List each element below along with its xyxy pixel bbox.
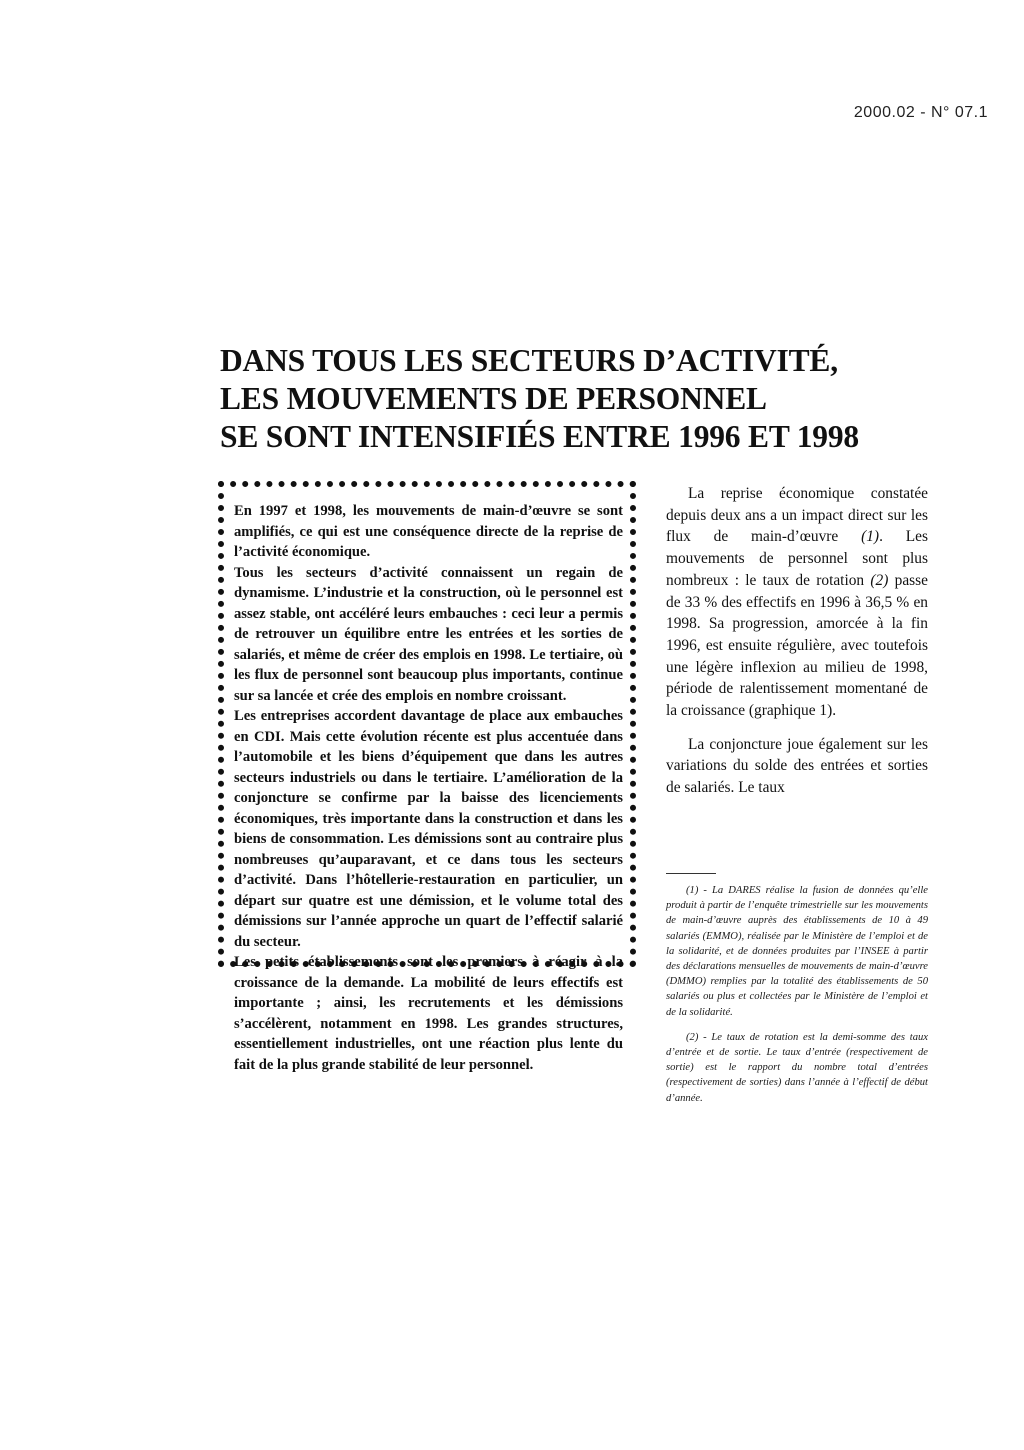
- footnote-2: (2) - Le taux de rotation est la demi-somme des taux d’entrée et de sortie. Le taux d’entrée (respectivement de sortie) est le rapport du nombre total d’entrées (respectivement de sorties) dans l’année à l’effectif de début d’année.: [666, 1031, 928, 1104]
- body-text-1b: . Les mouvements de personnel sont plus nombreux : le taux de rotation: [666, 528, 928, 589]
- body-column: [666, 483, 928, 811]
- footnotes: [666, 883, 928, 1116]
- footnote-divider: [666, 873, 716, 874]
- body-paragraph-2: La conjoncture joue également sur les variations du solde des entrées et sorties de salariés. Le taux: [666, 735, 928, 797]
- title-line-3: SE SONT INTENSIFIÉS ENTRE 1996 ET 1998: [220, 419, 859, 454]
- summary-box: [218, 481, 636, 1073]
- summary-paragraph-3: Les entreprises accordent davantage de place aux embauches en CDI. Mais cette évolution récente est plus accentuée dans l’automobile et les biens d’équipement que dans les autres secteurs industriels ou dans le tertiaire. L’amélioration de la conjoncture se confirme par la baisse des licenciements économiques, très importante dans la construction et dans les biens de consommation. Les démissions sont au contraire plus nombreuses qu’auparavant, et ce dans tous les secteurs d’activité. Dans l’hôtellerie-restauration en particulier, un départ sur quatre est une démission, et le volume total des démissions sur l’année approche un quart de l’effectif salarié du secteur.: [234, 708, 623, 950]
- footnote-ref-2: (2): [870, 571, 889, 589]
- document-reference: 2000.02 - N° 07.1: [853, 104, 988, 121]
- body-text-1c: passe de 33 % des effectifs en 1996 à 36,5 % en 1998. Sa progression, amorcée à la fin 1996, est ensuite régulière, avec toutefois une légère inflexion au milieu de 1998, période de ralentissement momentané de la croissance (graphique 1).: [666, 571, 928, 720]
- footnote-1: (1) - La DARES réalise la fusion de données qu’elle produit à partir de l’enquête trimestrielle sur les mouvements de main-d’œuvre auprès des établissements de 10 à 49 salariés (EMMO), réalisée par le Ministère de l’emploi et de la solidarité, et de données produites par l’INSEE à partir des déclarations mensuelles de mouvements de main-d’œuvre (DMMO) remplies par la totalité des établissements de 50 salariés ou plus et collectées par le Ministère de l’emploi et de la solidarité.: [666, 885, 928, 1018]
- summary-paragraph-4: Les petits établissements sont les premiers à réagir à la croissance de la demande. La mobilité de leurs effectifs est importante ; ainsi, les recrutements et les démissions s’accélèrent, notamment en 1998. Les grandes structures, essentiellement industrielles, ont une réaction plus lente du fait de la plus grande stabilité de leur personnel.: [234, 954, 623, 1073]
- body-text-1a: La reprise économique constatée depuis deux ans a un impact direct sur les flux de main-d’œuvre: [666, 485, 928, 546]
- body-paragraph-1: [666, 483, 928, 722]
- page-title: [220, 342, 940, 456]
- title-line-2: LES MOUVEMENTS DE PERSONNEL: [220, 381, 767, 416]
- footnote-ref-1: (1): [861, 528, 880, 546]
- title-line-1: DANS TOUS LES SECTEURS D’ACTIVITÉ,: [220, 343, 838, 378]
- summary-paragraph-1: En 1997 et 1998, les mouvements de main-d’œuvre se sont amplifiés, ce qui est une conséquence directe de la reprise de l’activité économique.: [234, 503, 623, 560]
- summary-paragraph-2: Tous les secteurs d’activité connaissent un regain de dynamisme. L’industrie et la construction, où le personnel est assez stable, ont accéléré leurs embauches : ceci leur a permis de retrouver un équilibre entre les entrées et les sorties de salariés, et même de créer des emplois en 1998. Le tertiaire, où les flux de personnel sont beaucoup plus importants, continue sur sa lancée et crée des emplois en nombre croissant.: [234, 564, 623, 704]
